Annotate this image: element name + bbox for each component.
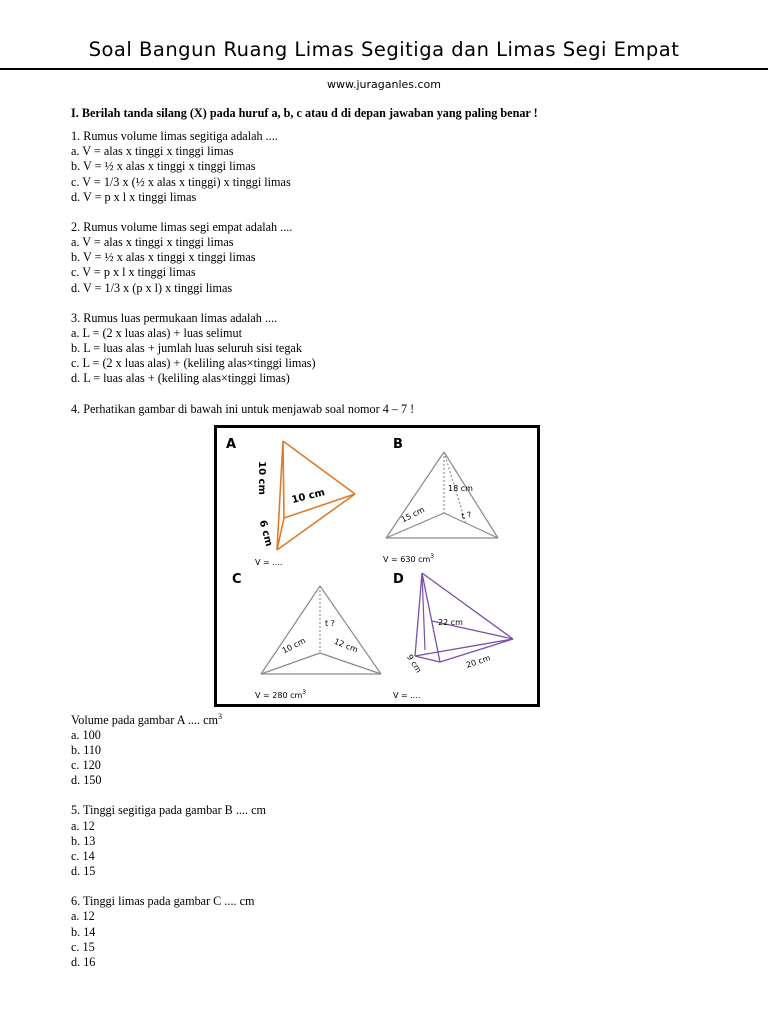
option-a: a. V = alas x tinggi x tinggi limas	[71, 235, 234, 250]
label-d-volume: V = ....	[393, 690, 421, 700]
label-d-length: 20 cm	[464, 653, 492, 670]
label-b-volume-exp: 3	[430, 552, 435, 560]
pyramid-c	[232, 572, 381, 700]
question-1	[71, 129, 711, 205]
label-c-base: 10 cm	[280, 635, 308, 656]
question-text: 5. Tinggi segitiga pada gambar B .... cm	[71, 803, 266, 818]
option-b: b. V = ½ x alas x tinggi x tinggi limas	[71, 250, 256, 265]
option-a: a. V = alas x tinggi x tinggi limas	[71, 144, 234, 159]
question-text: 6. Tinggi limas pada gambar C .... cm	[71, 894, 255, 909]
label-c-volume-exp: 3	[302, 688, 307, 696]
label-a-volume: V = ....	[255, 557, 283, 567]
page-title: Soal Bangun Ruang Limas Segitiga dan Limas Segi Empat	[88, 38, 680, 61]
label-c-volume-text: V = 280 cm	[255, 690, 303, 700]
figure-letter-c: C	[232, 571, 242, 587]
option-a: a. 12	[71, 909, 95, 924]
option-b: b. 13	[71, 833, 96, 848]
question-6	[71, 894, 711, 970]
figure-letter-b: B	[393, 436, 403, 452]
label-a-height: 10 cm	[256, 460, 267, 495]
question-text: 1. Rumus volume limas segitiga adalah ....	[71, 129, 278, 144]
question-5	[71, 803, 711, 879]
pyramid-d	[393, 572, 513, 700]
label-c-volume	[255, 689, 306, 700]
pyramid-b	[383, 437, 498, 564]
option-c: c. V = p x l x tinggi limas	[71, 265, 196, 280]
label-b-height: 18 cm	[448, 483, 473, 493]
option-a: a. 100	[71, 727, 101, 742]
option-d: d. 150	[71, 773, 102, 788]
option-b: b. 110	[71, 742, 102, 757]
question-3	[71, 311, 711, 387]
question-text: 2. Rumus volume limas segi empat adalah ....	[71, 219, 293, 234]
label-b-volume-text: V = 630 cm	[383, 554, 431, 564]
label-a-base: 6 cm	[256, 518, 275, 548]
option-a: a. 12	[71, 818, 95, 833]
pyramid-diagrams	[217, 428, 537, 704]
option-c: c. V = 1/3 x (½ x alas x tinggi) x tinggi limas	[71, 174, 291, 189]
label-d-height: 22 cm	[438, 617, 463, 627]
question-exponent: 3	[218, 711, 223, 721]
option-d: d. V = p x l x tinggi limas	[71, 189, 197, 204]
question-4	[71, 713, 711, 789]
pyramid-a	[226, 437, 355, 567]
label-d-width: 9 cm	[405, 652, 424, 675]
label-b-base: 15 cm	[399, 504, 427, 525]
label-a-side: 10 cm	[290, 486, 327, 506]
question-2	[71, 220, 711, 296]
question-4-intro: 4. Perhatikan gambar di bawah ini untuk menjawab soal nomor 4 – 7 !	[71, 401, 415, 416]
option-b: b. V = ½ x alas x tinggi x tinggi limas	[71, 159, 256, 174]
option-d: d. 15	[71, 864, 96, 879]
figure-letter-a: A	[226, 436, 237, 452]
label-c-t: t ?	[325, 618, 335, 628]
option-c: c. L = (2 x luas alas) + (keliling alas×tinggi limas)	[71, 356, 316, 371]
label-c-side: 12 cm	[332, 636, 360, 655]
option-a: a. L = (2 x luas alas) + luas selimut	[71, 325, 243, 340]
site-url: www.juraganles.com	[326, 78, 441, 91]
option-b: b. 14	[71, 924, 96, 939]
header-divider	[0, 68, 768, 70]
worksheet	[71, 106, 711, 970]
pyramid-figure	[214, 425, 540, 707]
label-b-volume	[383, 553, 434, 564]
figure-letter-d: D	[393, 571, 404, 587]
option-d: d. 16	[71, 954, 96, 969]
label-b-t: t ?	[460, 509, 473, 521]
question-text	[71, 713, 711, 728]
instruction: I. Berilah tanda silang (X) pada huruf a, b, c atau d di depan jawaban yang paling benar !	[71, 106, 538, 120]
option-c: c. 120	[71, 758, 101, 773]
option-d: d. V = 1/3 x (p x l) x tinggi limas	[71, 280, 233, 295]
option-c: c. 14	[71, 848, 95, 863]
option-d: d. L = luas alas + (keliling alas×tinggi limas)	[71, 371, 290, 386]
question-text-main: Volume pada gambar A .... cm	[71, 712, 219, 727]
option-c: c. 15	[71, 939, 95, 954]
question-text: 3. Rumus luas permukaan limas adalah ....	[71, 310, 278, 325]
option-b: b. L = luas alas + jumlah luas seluruh sisi tegak	[71, 341, 302, 356]
